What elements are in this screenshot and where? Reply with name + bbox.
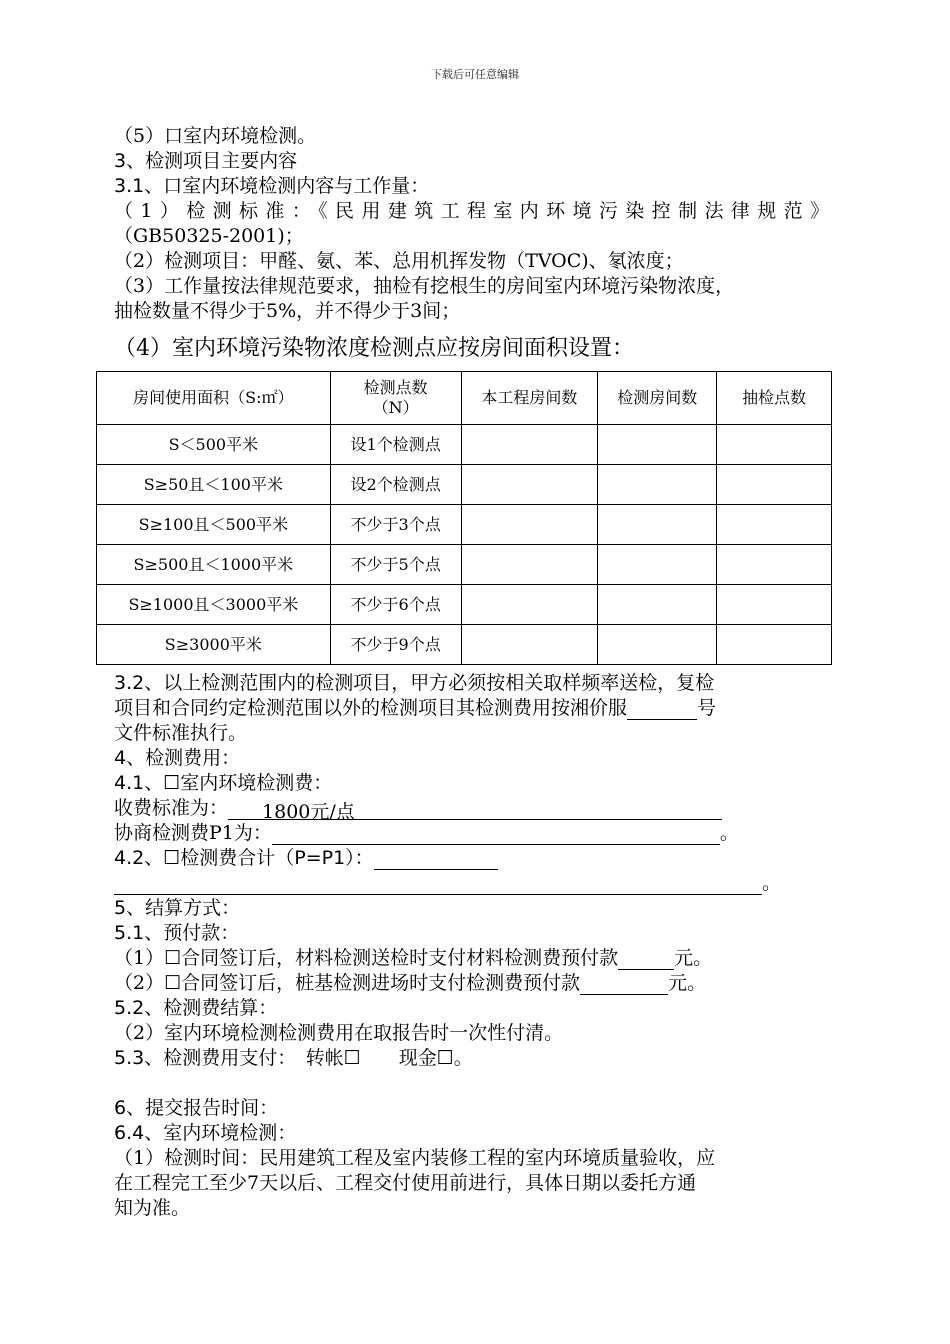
cell-sample	[717, 585, 832, 625]
negotiated-fee-label: 协商检测费P1为：	[114, 822, 272, 844]
header-points-line2: （N）	[372, 398, 419, 417]
section-5-1-heading: 5.1、预付款：	[114, 922, 240, 944]
test-items: （2）检测项目：甲醛、氨、苯、总用机挥发物（TVOC)、氡浓度；	[114, 250, 684, 272]
table-header-row	[97, 372, 832, 425]
test-time-line-1: （1）检测时间：民用建筑工程及室内装修工程的室内环境质量验收，应	[114, 1147, 716, 1169]
cell-sample	[717, 505, 832, 545]
cell-rooms	[461, 505, 598, 545]
cell-points: 设2个检测点	[330, 465, 461, 505]
section-3-2-text: 项目和合同约定检测范围以外的检测项目其检测费用按湘价服	[114, 697, 628, 719]
cell-area: S＜500平米	[97, 425, 331, 465]
table-row	[97, 585, 832, 625]
header-sample: 抽检点数	[717, 372, 832, 425]
workload-line-2: 抽检数量不得少于5%，并不得少于3间；	[114, 300, 461, 322]
cell-area: S≥500且＜1000平米	[97, 545, 331, 585]
table-row	[97, 465, 832, 505]
section-3-2-line-3: 文件标准执行。	[114, 722, 248, 744]
standard-line: （1）检测标准：《民用建筑工程室内环境污染控制法律规范》	[114, 200, 829, 222]
doc-number-suffix: 号	[697, 697, 717, 719]
test-time-line-2: 在工程完工至少7天以后、工程交付使用前进行，具体日期以委托方通	[114, 1172, 697, 1194]
cell-checked	[598, 545, 717, 585]
cell-points: 不少于9个点	[330, 625, 461, 665]
table-row	[97, 505, 832, 545]
cell-rooms	[461, 425, 598, 465]
cell-sample	[717, 545, 832, 585]
section-5-3-payment: 5.3、检测费用支付： 转帐☐ 现金☐。	[114, 1047, 473, 1069]
table-row	[97, 425, 832, 465]
negotiated-fee-blank[interactable]	[272, 824, 720, 845]
cell-sample	[717, 465, 832, 505]
section-3-1-heading: 3.1、口室内环境检测内容与工作量：	[114, 175, 430, 197]
cell-area: S≥3000平米	[97, 625, 331, 665]
cell-sample	[717, 625, 832, 665]
cell-area: S≥50且＜100平米	[97, 465, 331, 505]
cell-area: S≥100且＜500平米	[97, 505, 331, 545]
cell-rooms	[461, 585, 598, 625]
table-row	[97, 545, 832, 585]
cell-checked	[598, 425, 717, 465]
cell-checked	[598, 465, 717, 505]
cell-points: 不少于5个点	[330, 545, 461, 585]
total-fee-end: 。	[762, 872, 782, 894]
cell-checked	[598, 585, 717, 625]
cell-sample	[717, 425, 832, 465]
section-4-2-label: 4.2、☐检测费合计（P=P1）：	[114, 847, 374, 869]
total-fee-blank-2[interactable]	[114, 874, 762, 895]
section-3-2-line-2	[114, 696, 716, 720]
prepay-2-text: （2）☐合同签订后，桩基检测进场时支付检测费预付款	[114, 972, 581, 994]
total-fee-continue	[114, 871, 781, 895]
section-3-2-line-1: 3.2、以上检测范围内的检测项目，甲方必须按相关取样频率送检，复检	[114, 672, 715, 694]
item-5-indoor-env: （5）口室内环境检测。	[114, 125, 317, 147]
section-6-heading: 6、提交报告时间：	[114, 1097, 279, 1119]
cell-area: S≥1000且＜3000平米	[97, 585, 331, 625]
section-4-2-line	[114, 846, 498, 870]
cell-checked	[598, 505, 717, 545]
prepay-line-2	[114, 971, 706, 995]
fee-standard-line	[114, 796, 722, 823]
header-checked: 检测房间数	[598, 372, 717, 425]
settlement-line: （2）室内环境检测检测费用在取报告时一次性付清。	[114, 1022, 564, 1044]
table-caption: （4）室内环境污染物浓度检测点应按房间面积设置：	[114, 336, 634, 361]
detection-points-table	[96, 371, 832, 665]
prepay-1-blank[interactable]	[618, 949, 674, 970]
fee-standard-value[interactable]: 1800元/点	[228, 800, 722, 820]
fee-standard-label: 收费标准为：	[114, 797, 229, 819]
cell-checked	[598, 625, 717, 665]
prepay-1-text: （1）☐合同签订后，材料检测送检时支付材料检测费预付款	[114, 947, 619, 969]
negotiated-fee-line	[114, 821, 739, 845]
cell-rooms	[461, 545, 598, 585]
section-5-2-heading: 5.2、检测费结算：	[114, 997, 278, 1019]
section-4-heading: 4、检测费用：	[114, 747, 241, 769]
section-4-1-heading: 4.1、☐室内环境检测费：	[114, 772, 333, 794]
page-header: 下载后可任意编辑	[431, 68, 519, 81]
table-row	[97, 625, 832, 665]
prepay-1-unit: 元。	[674, 947, 713, 969]
standard-code: （GB50325-2001)；	[114, 225, 304, 247]
prepay-2-blank[interactable]	[580, 974, 668, 995]
prepay-line-1	[114, 946, 712, 970]
cell-points: 不少于6个点	[330, 585, 461, 625]
cell-rooms	[461, 625, 598, 665]
negotiated-fee-end: 。	[719, 822, 739, 844]
doc-number-blank[interactable]	[627, 699, 697, 720]
workload-line-1: （3）工作量按法律规范要求，抽检有挖根生的房间室内环境污染物浓度，	[114, 275, 735, 297]
header-points	[330, 372, 461, 425]
header-points-line1: 检测点数	[363, 378, 428, 397]
section-6-4-heading: 6.4、室内环境检测：	[114, 1122, 297, 1144]
cell-rooms	[461, 465, 598, 505]
test-time-line-3: 知为准。	[114, 1197, 191, 1219]
total-fee-blank[interactable]	[374, 849, 498, 870]
section-5-heading: 5、结算方式：	[114, 897, 241, 919]
section-3-heading: 3、检测项目主要内容	[114, 150, 298, 172]
cell-points: 不少于3个点	[330, 505, 461, 545]
prepay-2-unit: 元。	[668, 972, 707, 994]
header-rooms: 本工程房间数	[461, 372, 598, 425]
cell-points: 设1个检测点	[330, 425, 461, 465]
header-area: 房间使用面积（S:㎡）	[97, 372, 331, 425]
